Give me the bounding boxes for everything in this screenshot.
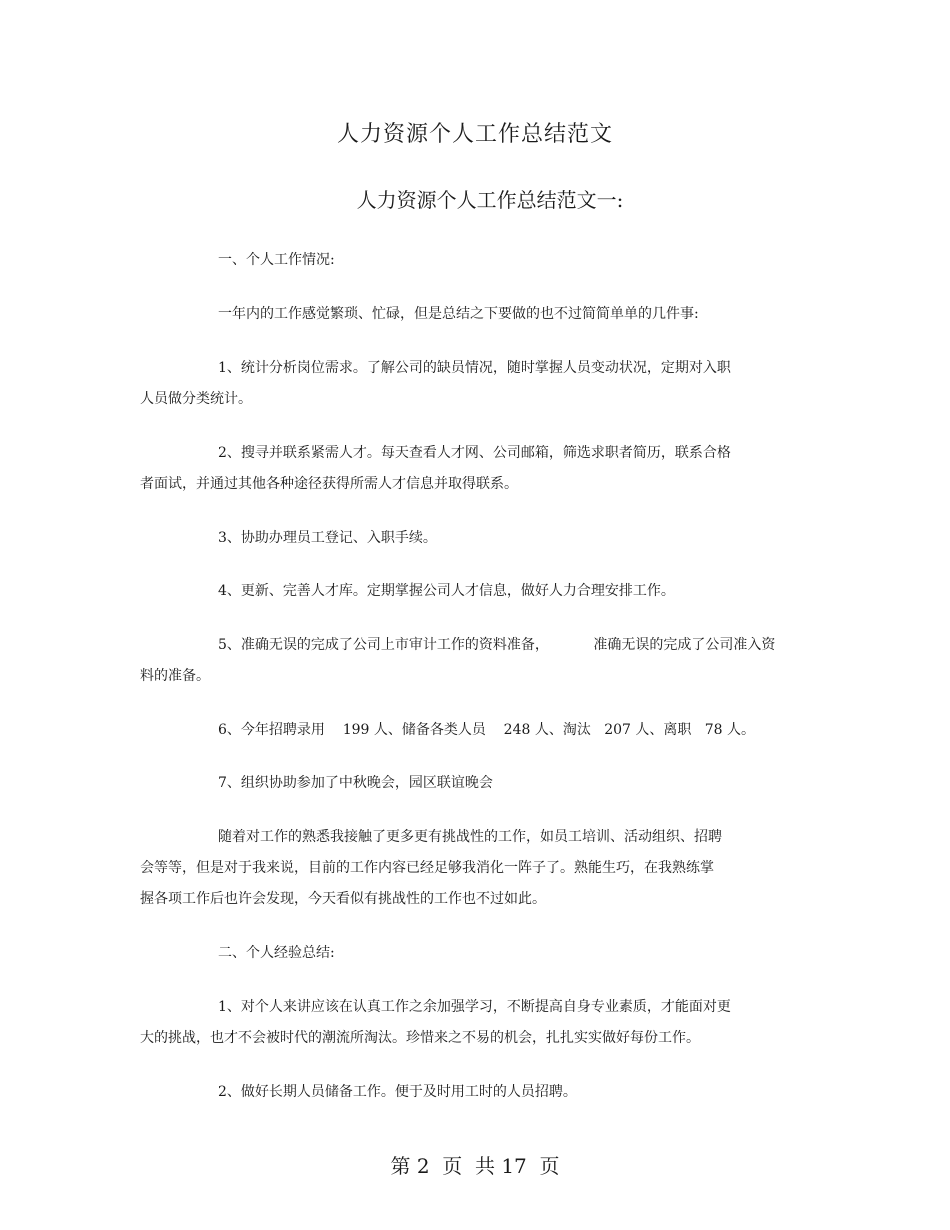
- paragraph-line: 1、对个人来讲应该在认真工作之余加强学习，不断提高自身专业素质，才能面对更: [218, 999, 731, 1015]
- page-number-footer: 第 2 页 共 17 页: [390, 1154, 560, 1178]
- paragraph-line: 3、协助办理员工登记、入职手续。: [218, 530, 437, 546]
- paragraph-line: 2、搜寻并联系紧需人才。每天查看人才网、公司邮箱，筛选求职者简历，联系合格: [218, 445, 731, 461]
- document-subtitle: 人力资源个人工作总结范文一:: [356, 188, 624, 212]
- paragraph-line: 随着对工作的熟悉我接触了更多更有挑战性的工作，如员工培训、活动组织、招聘: [218, 829, 722, 845]
- paragraph-line: 人员做分类统计。: [140, 391, 252, 407]
- paragraph-line: 5、准确无误的完成了公司上市审计工作的资料准备， 准确无误的完成了公司准入资: [218, 637, 776, 653]
- section-heading: 一、个人工作情况:: [218, 252, 335, 268]
- paragraph-line: 7、组织协助参加了中秋晚会，园区联谊晚会: [218, 775, 493, 791]
- paragraph-line: 2、做好长期人员储备工作。便于及时用工时的人员招聘。: [218, 1084, 577, 1100]
- section-heading: 二、个人经验总结:: [218, 945, 335, 961]
- paragraph-line: 大的挑战，也才不会被时代的潮流所淘汰。珍惜来之不易的机会，扎扎实实做好每份工作。: [140, 1030, 700, 1046]
- recruitment-stats-line: 6、今年招聘录用 199 人、储备各类人员 248 人、淘汰 207 人、离职 78 人。: [218, 722, 755, 738]
- paragraph-line: 者面试，并通过其他各种途径获得所需人才信息并取得联系。: [140, 476, 518, 492]
- paragraph-line: 会等等，但是对于我来说，目前的工作内容已经足够我消化一阵子了。熟能生巧，在我熟练掌: [140, 860, 714, 876]
- paragraph-line: 4、更新、完善人才库。定期掌握公司人才信息，做好人力合理安排工作。: [218, 583, 675, 599]
- paragraph-line: 料的准备。: [140, 668, 210, 684]
- paragraph-line: 1、统计分析岗位需求。了解公司的缺员情况，随时掌握人员变动状况，定期对入职: [218, 360, 731, 376]
- paragraph-line: 一年内的工作感觉繁琐、忙碌，但是总结之下要做的也不过简简单单的几件事:: [218, 306, 699, 322]
- document-title: 人力资源个人工作总结范文: [336, 122, 613, 147]
- paragraph-line: 握各项工作后也许会发现，今天看似有挑战性的工作也不过如此。: [140, 891, 546, 907]
